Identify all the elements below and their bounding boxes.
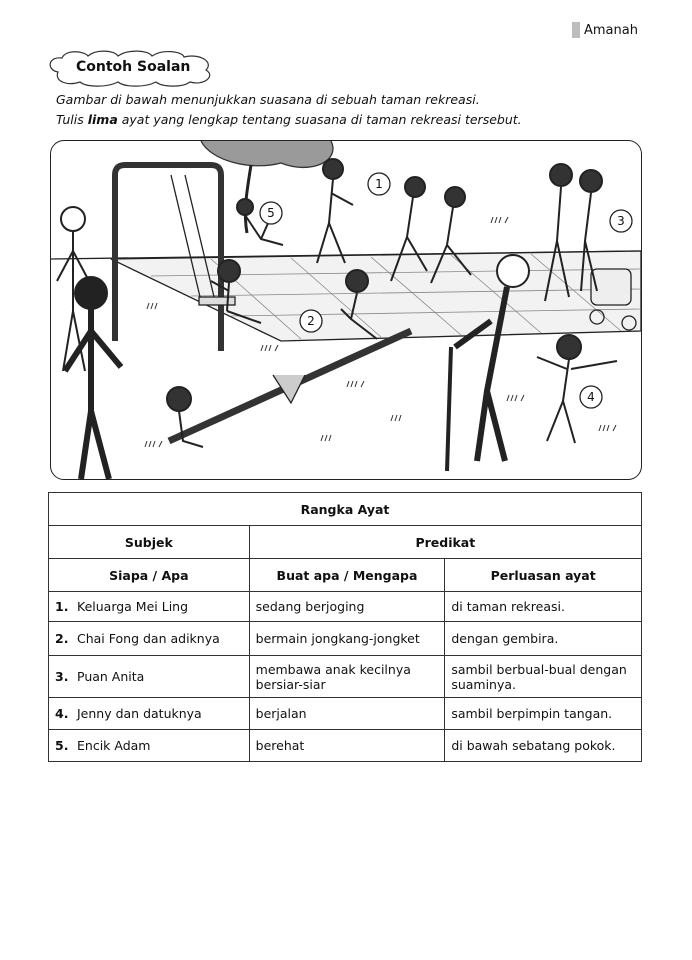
row-number: 4.: [55, 706, 69, 721]
col-perluasan: Perluasan ayat: [445, 559, 642, 592]
marker-5: 5: [267, 206, 275, 220]
action-cell: bermain jongkang-jongket: [249, 622, 445, 656]
action-cell: sedang berjoging: [249, 592, 445, 622]
park-scene-drawing: [51, 141, 641, 479]
marker-1: 1: [375, 177, 383, 191]
tag-bar: [572, 22, 580, 38]
subjek-header: Subjek: [49, 526, 250, 559]
table-column-row: [49, 559, 642, 592]
subject-text: Puan Anita: [77, 669, 145, 684]
subject-cell: [49, 730, 250, 762]
col-buat-apa: Buat apa / Mengapa: [249, 559, 445, 592]
extension-cell: sambil berpimpin tangan.: [445, 698, 642, 730]
marker-4: 4: [587, 390, 595, 404]
table-row: [49, 622, 642, 656]
action-cell: berehat: [249, 730, 445, 762]
col-siapa-apa: Siapa / Apa: [49, 559, 250, 592]
subject-cell: [49, 622, 250, 656]
predikat-header: Predikat: [249, 526, 641, 559]
subject-text: Encik Adam: [77, 738, 151, 753]
subject-cell: [49, 656, 250, 698]
instruction-post: ayat yang lengkap tentang suasana di taman rekreasi tersebut.: [117, 112, 522, 127]
extension-cell: sambil berbual-bual dengan suaminya.: [445, 656, 642, 698]
marker-2: 2: [307, 314, 315, 328]
extension-cell: di bawah sebatang pokok.: [445, 730, 642, 762]
subject-cell: [49, 592, 250, 622]
sentence-frame-table: [48, 492, 642, 762]
subject-text: Keluarga Mei Ling: [77, 599, 189, 614]
action-cell: membawa anak kecilnya bersiar-siar: [249, 656, 445, 698]
row-number: 3.: [55, 669, 69, 684]
extension-cell: di taman rekreasi.: [445, 592, 642, 622]
row-number: 1.: [55, 599, 69, 614]
table-title: Rangka Ayat: [49, 493, 642, 526]
table-row: [49, 698, 642, 730]
instruction-line-1: Gambar di bawah menunjukkan suasana di sebuah taman rekreasi.: [56, 92, 480, 107]
tag-label: Amanah: [584, 22, 638, 38]
example-cloud-label: [44, 50, 214, 86]
subject-cell: [49, 698, 250, 730]
instruction-pre: Tulis: [56, 112, 88, 127]
subject-text: Chai Fong dan adiknya: [77, 631, 220, 646]
subject-text: Jenny dan datuknya: [77, 706, 202, 721]
table-group-row: [49, 526, 642, 559]
table-title-row: [49, 493, 642, 526]
table-row: [49, 730, 642, 762]
table-row: [49, 656, 642, 698]
example-title: Contoh Soalan: [76, 59, 191, 75]
row-number: 5.: [55, 738, 69, 753]
instruction-line-2: [56, 112, 522, 127]
marker-3: 3: [617, 214, 625, 228]
subject-tag: [572, 22, 638, 38]
instruction-bold: lima: [87, 112, 118, 127]
row-number: 2.: [55, 631, 69, 646]
park-illustration: [50, 140, 642, 480]
action-cell: berjalan: [249, 698, 445, 730]
table-row: [49, 592, 642, 622]
extension-cell: dengan gembira.: [445, 622, 642, 656]
